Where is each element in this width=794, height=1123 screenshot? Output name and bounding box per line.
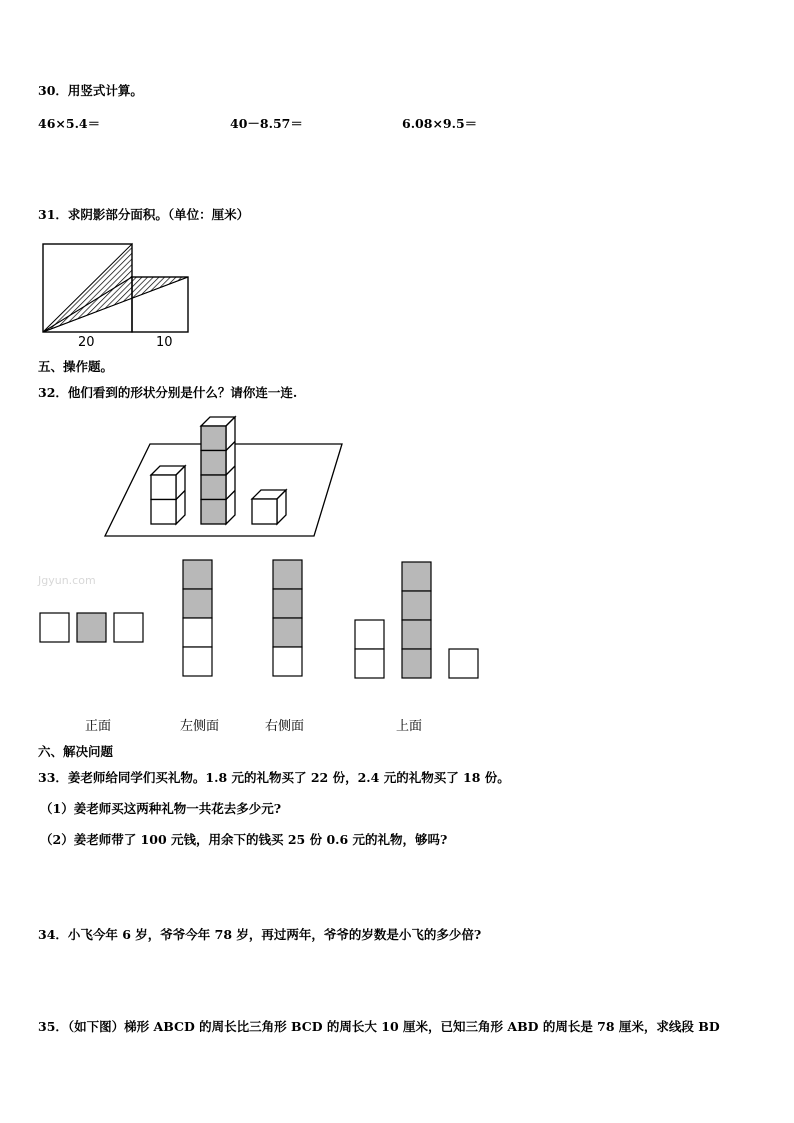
watermark: Jgyun.com [38,574,96,587]
q31-label-10: 10 [156,335,173,350]
view-label-top: 上面 [396,719,423,734]
q35-text: 35．（如下图）梯形 ABCD 的周长比三角形 BCD 的周长大 10 厘米，已知三角形 ABD 的周长是 78 厘米，求线段 BD [38,1019,720,1034]
section-6-heading: 六、解决问题 [38,744,114,759]
q31-label-20: 20 [78,335,95,350]
view-label-right: 右侧面 [265,719,305,734]
middle-cube-stack [201,417,235,524]
q31-figure [43,244,188,332]
view-label-left: 左侧面 [180,719,220,734]
q32-title: 32．他们看到的形状分别是什么？请你连一连. [38,385,298,400]
q30-title: 30．用竖式计算。 [38,83,143,98]
q34-text: 34．小飞今年 6 岁，爷爷今年 78 岁，再过两年，爷爷的岁数是小飞的多少倍? [38,927,482,942]
view-option-3 [273,560,302,676]
q33-sub2: （2）姜老师带了 100 元钱，用余下的钱买 25 份 0.6 元的礼物，够吗? [40,832,448,847]
q33-title: 33．姜老师给同学们买礼物。1.8 元的礼物买了 22 份，2.4 元的礼物买了 18 份。 [38,770,510,785]
view-option-4 [355,562,478,678]
view-label-front: 正面 [85,719,112,734]
view-option-2 [183,560,212,676]
q30-expr-1: 46×5.4＝ [38,116,101,131]
q32-scene [105,417,342,536]
section-5-heading: 五、操作题。 [38,359,114,374]
q30-expr-3: 6.08×9.5＝ [402,116,478,131]
q30-expr-2: 40－8.57＝ [230,116,303,131]
right-cube [252,490,286,524]
q33-sub1: （1）姜老师买这两种礼物一共花去多少元? [40,801,282,816]
left-cube-stack [151,466,185,524]
view-option-1 [40,613,143,642]
q31-title: 31．求阴影部分面积。（单位：厘米） [38,207,250,222]
